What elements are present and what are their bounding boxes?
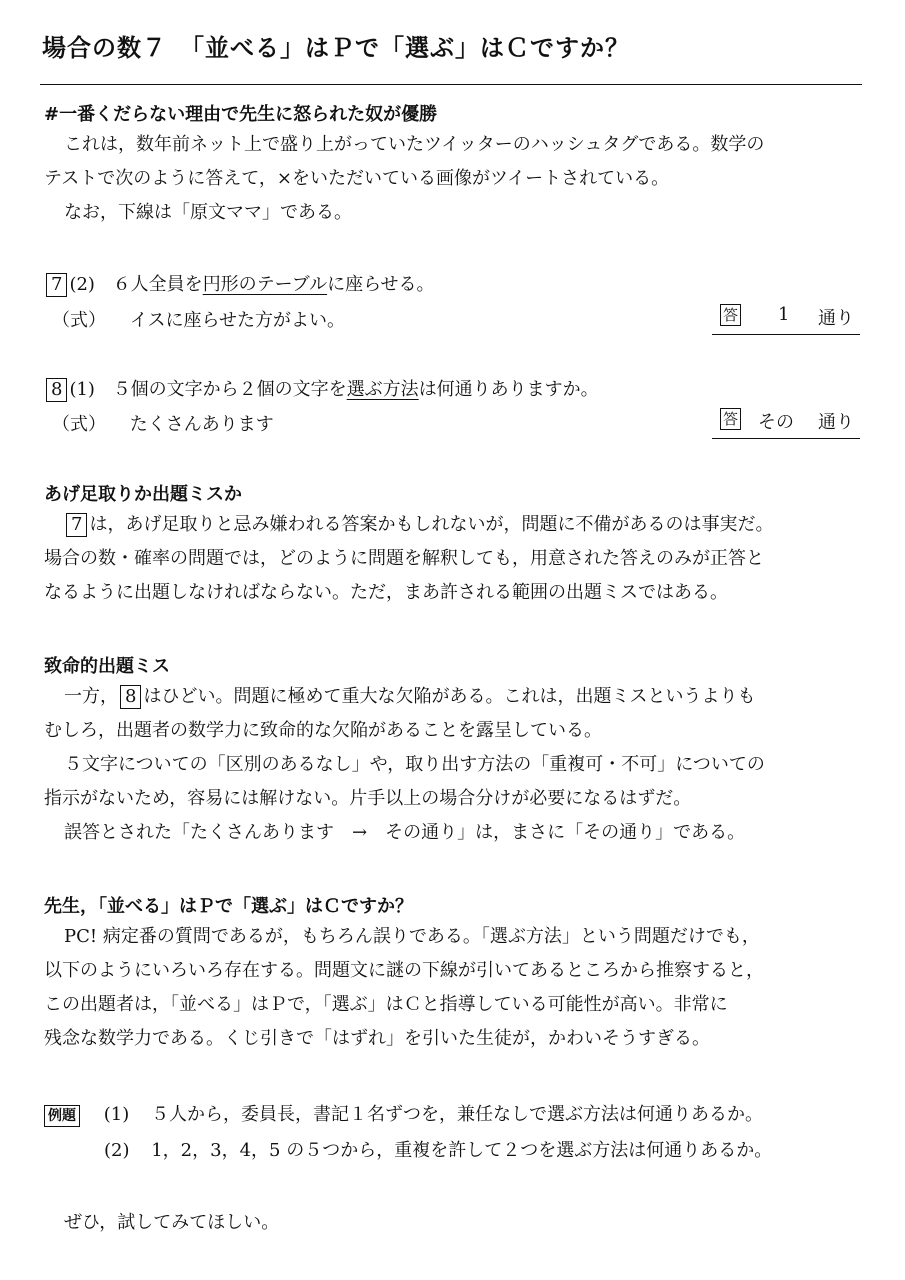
section4-line: この出題者は，「並べる」はＰで，「選ぶ」はＣと指導している可能性が高い。非常に [44,994,728,1015]
section2-body [44,508,864,610]
q7-answer [712,304,860,335]
section3-line [44,680,864,714]
section1-line: テストで次のように答えて，×をいただいている画像がツイートされている。 [44,168,670,189]
section3-line1-before: 一方， [64,686,118,707]
section3-line: 指示がないため，容易には解けない。片手以上の場合分けが必要になるはずだ。 [44,788,692,809]
example-num: (2) [104,1140,130,1161]
example-label: 例題 [44,1105,80,1127]
q8-shiki [52,410,274,436]
example-item [104,1136,772,1162]
section1-body [44,128,864,230]
title-rule [40,84,862,85]
answer-mark-icon: 答 [720,304,741,326]
q7-part: (2) [69,274,95,295]
section2-line1: は，あげ足取りと忌み嫌われる答案かもしれないが，問題に不備があるのは事実だ。 [89,514,774,535]
section4-body [44,920,864,1056]
section1-heading: #一番くだらない理由で先生に怒られた奴が優勝 [44,104,438,125]
example-item [44,1100,763,1127]
section2-line: なるように出題しなければならない。ただ，まあ許される範囲の出題ミスではある。 [44,582,728,603]
q7-number-box: 7 [46,273,67,297]
q8-text-underlined: 選ぶ方法 [346,379,419,400]
example-text: ５人から，委員長，書記１名ずつを，兼任なしで選ぶ方法は何通りあるか。 [150,1104,763,1125]
section4-line: PC! 病定番の質問であるが，もちろん誤りである。「選ぶ方法」という問題だけでも， [64,926,760,947]
q8-text-before: ５個の文字から２個の文字を [112,379,347,400]
q7-shiki [52,306,345,332]
closing-text: ぜひ，試してみてほしい。 [64,1212,280,1233]
section2-line [44,508,864,542]
q7-answer-value: 1 [778,304,790,325]
q7-text-underlined: 円形のテーブル [202,274,328,295]
q8-part: (1) [69,379,95,400]
q8-answer-unit: 通り [818,412,854,433]
q7-answer-unit: 通り [818,308,854,329]
q8-text-after: は何通りありますか。 [418,379,599,400]
example-num: (1) [103,1104,130,1125]
q7-question [44,270,435,297]
section3-line: むしろ，出題者の数学力に致命的な欠陥があることを露呈している。 [44,720,602,741]
section1-line: これは，数年前ネット上で盛り上がっていたツイッターのハッシュタグである。数学の [64,134,765,155]
section3-heading: 致命的出題ミス [44,656,170,677]
q8-question [44,375,599,402]
q7-shiki-label: （式） [52,310,106,331]
answer-mark-icon: 答 [720,408,741,430]
q8-shiki-label: （式） [52,414,106,435]
section4-line: 以下のようにいろいろ存在する。問題文に謎の下線が引いてあるところから推察すると， [44,960,764,981]
q8-answer [712,408,860,439]
section3-ref-box: 8 [120,685,141,709]
q7-shiki-text: イスに座らせた方がよい。 [129,310,346,331]
q8-number-box: 8 [46,378,67,402]
section2-heading: あげ足取りか出題ミスか [44,484,242,505]
section1-line: なお，下線は「原文ママ」である。 [64,202,352,223]
q8-shiki-text: たくさんあります [129,414,274,435]
section2-ref-box: 7 [66,513,87,537]
section3-body [44,680,864,850]
q7-text-before: ６人全員を [112,274,203,295]
q8-answer-value: その [758,412,794,433]
section3-line: ５文字についての「区別のあるなし」や，取り出す方法の「重複可・不可」についての [64,754,765,775]
section3-line1-after: はひどい。問題に極めて重大な欠陥がある。これは，出題ミスというよりも [143,686,756,707]
q7-text-after: に座らせる。 [327,274,435,295]
section2-line: 場合の数・確率の問題では，どのように問題を解釈しても，用意された答えのみが正答と [44,548,764,569]
section4-heading: 先生，「並べる」はＰで「選ぶ」はＣですか？ [44,896,413,917]
page-title: 場合の数７ 「並べる」はＰで「選ぶ」はＣですか？ [42,34,630,62]
section3-line: 誤答とされた「たくさんあります → その通り」は，まさに「その通り」である。 [64,822,746,843]
example-text: 1，2，3，4，5 の５つから，重複を許して２つを選ぶ方法は何通りあるか。 [151,1140,773,1161]
section4-line: 残念な数学力である。くじ引きで「はずれ」を引いた生徒が，かわいそうすぎる。 [44,1028,710,1049]
